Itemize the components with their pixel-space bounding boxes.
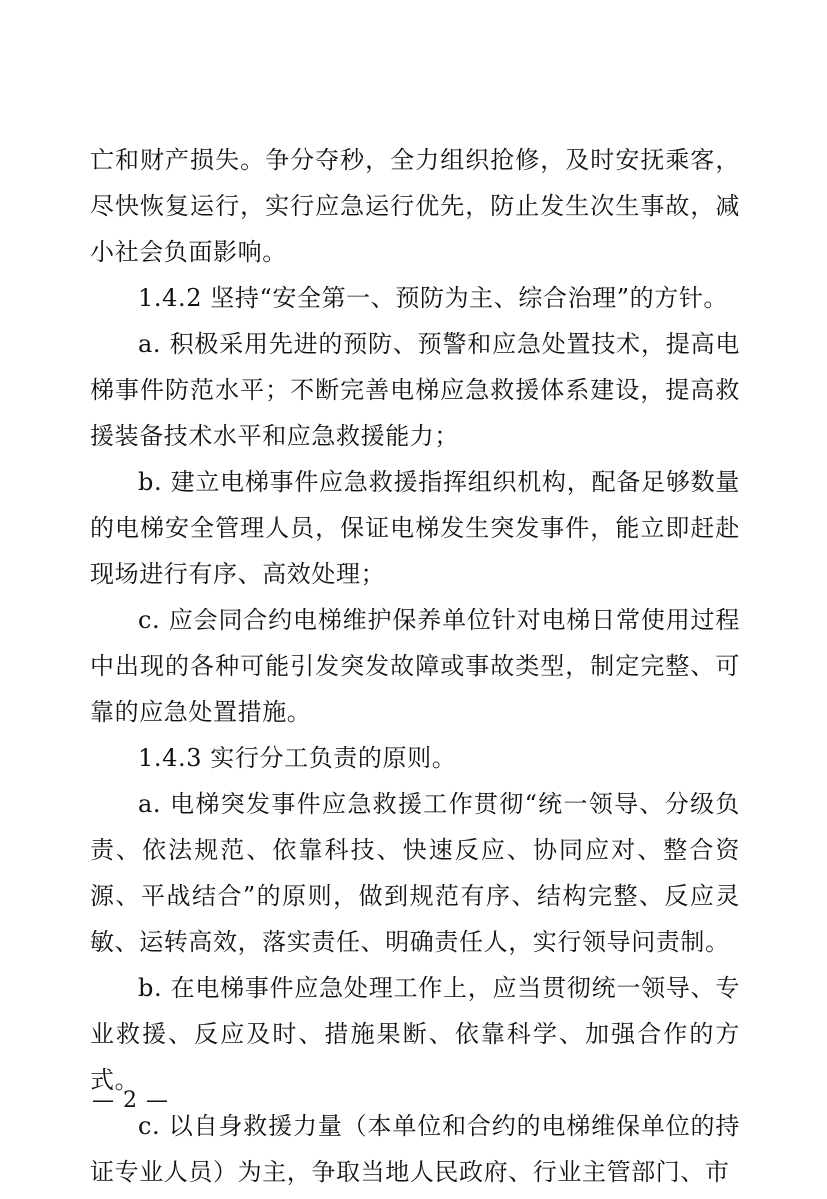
paragraph-1-4-3-a: a. 电梯突发事件应急救援工作贯彻“统一领导、分级负责、依法规范、依靠科技、快速反应、协同应对、整合资源、平战结合”的原则，做到规范有序、结构完整、反应灵敏、运转高效，落实责任、明确责任人，实行领导问责制。 [90, 790, 740, 956]
page-number: — 2 — [92, 1088, 169, 1113]
section-heading-1-4-3: 1.4.3 实行分工负责的原则。 [138, 744, 457, 772]
paragraph-1-4-2-c: c. 应会同合约电梯维护保养单位针对电梯日常使用过程中出现的各种可能引发突发故障或事故类型，制定完整、可靠的应急处置措施。 [90, 606, 740, 726]
paragraph-1-4-3-b: b. 在电梯事件应急处理工作上，应当贯彻统一领导、专业救援、反应及时、措施果断、依靠科学、加强合作的方式。 [90, 974, 740, 1094]
paragraph-continuation: 亡和财产损失。争分夺秒，全力组织抢修，及时安抚乘客，尽快恢复运行，实行应急运行优先，防止发生次生事故，减小社会负面影响。 [90, 146, 740, 266]
paragraph-1-4-2-b: b. 建立电梯事件应急救援指挥组织机构，配备足够数量的电梯安全管理人员，保证电梯发生突发事件，能立即赶赴现场进行有序、高效处理； [90, 468, 740, 588]
paragraph-1-4-3-c: c. 以自身救援力量（本单位和合约的电梯维保单位的持证专业人员）为主，争取当地人民政府、行业主管部门、市 [90, 1112, 740, 1186]
section-heading-1-4-2: 1.4.2 坚持“安全第一、预防为主、综合治理”的方针。 [138, 284, 729, 312]
paragraph-1-4-2-a: a. 积极采用先进的预防、预警和应急处置技术，提高电梯事件防范水平；不断完善电梯应急救援体系建设，提高救援装备技术水平和应急救援能力； [90, 330, 740, 450]
body-text [90, 137, 740, 1195]
